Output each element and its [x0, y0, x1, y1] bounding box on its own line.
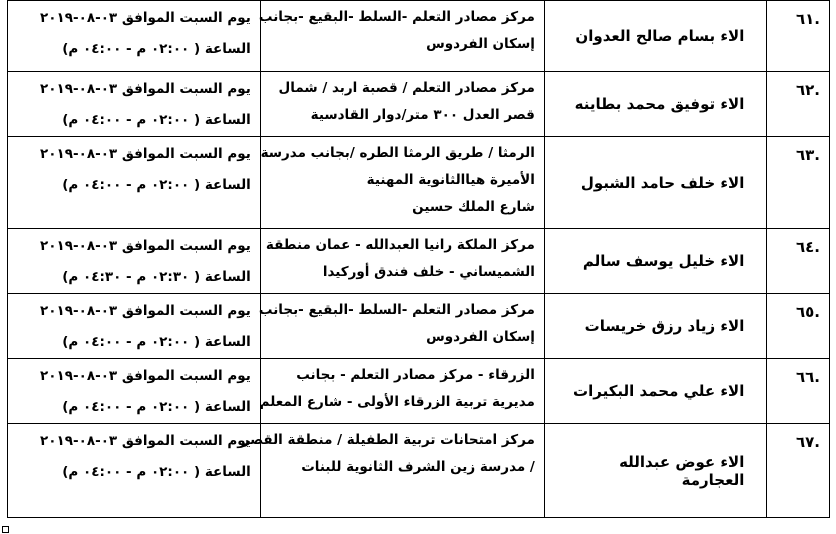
exam-location [260, 1, 544, 72]
exam-datetime [8, 229, 261, 294]
table-row [8, 1, 830, 72]
location-line: الزرقاء - مركز مصادر التعلم - بجانب [296, 367, 535, 383]
exam-location [241, 424, 544, 518]
location-line: قصر العدل ٣٠٠ متر/دوار القادسية [310, 107, 535, 123]
applicant-name: الاء توفيق محمد بطاينه [544, 72, 766, 137]
location-line: مديرية تربية الزرقاء الأولى - شارع المعلم [259, 394, 535, 410]
location-line: إسكان الفردوس [426, 36, 535, 52]
row-number: .٦٤ [767, 229, 830, 294]
exam-time: الساعة ( ٠٢:٠٠ م - ٠٤:٠٠ م) [62, 334, 251, 350]
applicant-name: الاء خلف حامد الشبول [544, 137, 766, 229]
exam-location [260, 137, 544, 229]
applicant-name: الاء بسام صالح العدوان [544, 1, 766, 72]
exam-time: الساعة ( ٠٢:٣٠ م - ٠٤:٣٠ م) [62, 269, 251, 285]
location-line: مركز مصادر التعلم / قصبة اربد / شمال [278, 80, 535, 96]
exam-location [260, 72, 544, 137]
exam-date: يوم السبت الموافق ٠٣-٠٨-٢٠١٩ [40, 303, 251, 319]
exam-datetime [8, 137, 261, 229]
exam-datetime [8, 294, 261, 359]
applicant-name: الاء خليل يوسف سالم [544, 229, 766, 294]
schedule-table-body [8, 1, 830, 518]
table-row [8, 424, 830, 518]
exam-date: يوم السبت الموافق ٠٣-٠٨-٢٠١٩ [40, 10, 251, 26]
location-line: / مدرسة زين الشرف الثانوية للبنات [301, 459, 535, 475]
exam-time: الساعة ( ٠٢:٠٠ م - ٠٤:٠٠ م) [62, 177, 251, 193]
applicant-name: الاء عوض عبدالله العجارمة [544, 424, 766, 518]
row-number: .٦٥ [767, 294, 830, 359]
exam-datetime [8, 424, 261, 518]
table-row [8, 229, 830, 294]
location-line: مركز امتحانات تربية الطفيلة / منطقة القصر [241, 432, 535, 448]
schedule-table [7, 0, 830, 518]
location-line: مركز مصادر التعلم -السلط -البقيع -بجانب [258, 9, 535, 25]
table-row [8, 359, 830, 424]
row-number: .٦٢ [767, 72, 830, 137]
exam-datetime [8, 1, 261, 72]
exam-time: الساعة ( ٠٢:٠٠ م - ٠٤:٠٠ م) [62, 41, 251, 57]
exam-date: يوم السبت الموافق ٠٣-٠٨-٢٠١٩ [40, 433, 251, 449]
exam-datetime [8, 72, 261, 137]
row-number: .٦١ [767, 1, 830, 72]
location-line: الأميرة هياالثانوية المهنية [366, 172, 535, 188]
row-number: .٦٣ [767, 137, 830, 229]
exam-time: الساعة ( ٠٢:٠٠ م - ٠٤:٠٠ م) [62, 112, 251, 128]
exam-date: يوم السبت الموافق ٠٣-٠٨-٢٠١٩ [40, 238, 251, 254]
exam-location [260, 359, 544, 424]
exam-date: يوم السبت الموافق ٠٣-٠٨-٢٠١٩ [40, 368, 251, 384]
exam-time: الساعة ( ٠٢:٠٠ م - ٠٤:٠٠ م) [62, 399, 251, 415]
row-number: .٦٧ [767, 424, 830, 518]
exam-date: يوم السبت الموافق ٠٣-٠٨-٢٠١٩ [40, 81, 251, 97]
applicant-name: الاء علي محمد البكيرات [544, 359, 766, 424]
location-line: مركز مصادر التعلم -السلط -البقيع -بجانب [258, 302, 535, 318]
page-corner-mark [2, 526, 9, 533]
row-number: .٦٦ [767, 359, 830, 424]
location-line: الرمثا / طريق الرمثا الطره /بجانب مدرسة [260, 145, 535, 161]
applicant-name: الاء زياد رزق خريسات [544, 294, 766, 359]
table-row [8, 72, 830, 137]
table-row [8, 294, 830, 359]
location-line: الشميساني - خلف فندق أوركيدا [322, 264, 535, 280]
exam-datetime [8, 359, 261, 424]
exam-location [260, 294, 544, 359]
table-row [8, 137, 830, 229]
exam-date: يوم السبت الموافق ٠٣-٠٨-٢٠١٩ [40, 146, 251, 162]
exam-location [260, 229, 544, 294]
exam-time: الساعة ( ٠٢:٠٠ م - ٠٤:٠٠ م) [62, 464, 251, 480]
location-line: شارع الملك حسين [412, 199, 535, 215]
location-line: إسكان الفردوس [426, 329, 535, 345]
location-line: مركز الملكة رانيا العبدالله - عمان منطقة [265, 237, 535, 253]
